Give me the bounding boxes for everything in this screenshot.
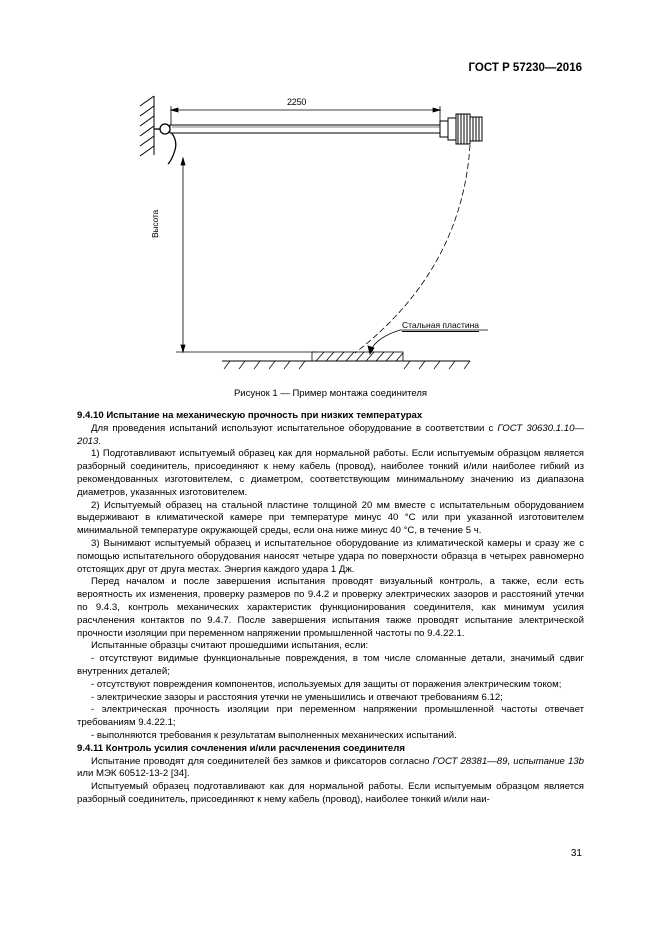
list-item: - отсутствуют видимые функциональные повреждения, в том числе сломанные детали, значимый сдвиг внутренних деталей; [77, 653, 584, 677]
list-item: - отсутствуют повреждения компонентов, используемых для защиты от поражения электрическим током; [91, 678, 562, 690]
paragraph: Испытуемый образец подготавливают как для нормальной работы. Если испытуемым образцом является разборный соединитель, присоединяют к нему кабель (провод), наиболее тонкий и/или наи- [77, 781, 584, 805]
document-header: ГОСТ Р 57230—2016 [468, 62, 582, 74]
paragraph [77, 423, 584, 449]
page-number: 31 [570, 848, 582, 859]
dimension-length-label: 2250 [287, 97, 307, 107]
list-item: - выполняются требования к результатам выполненных механических испытаний. [91, 729, 457, 741]
figure-mounting-diagram [0, 0, 661, 380]
cable-rod [170, 125, 442, 133]
dimension-line-height [176, 158, 318, 352]
dimension-line-top [171, 106, 440, 126]
paragraph-text: . [98, 435, 102, 447]
paragraph: Испытанные образцы считают прошедшими испытания, если: [91, 640, 369, 652]
standard-reference: ГОСТ 28381—89, испытание 13b [432, 755, 584, 767]
steel-plate-label: Стальная пластина [402, 320, 480, 330]
list-item: - электрические зазоры и расстояния утечки не уменьшились и отвечают требованиям 6.12; [91, 691, 503, 703]
document-body [77, 410, 584, 807]
standard-reference: ГОСТ 30630.1.10—2013 [77, 422, 584, 447]
connector-body [440, 114, 482, 144]
paragraph-text: или МЭК 60512-13-2 [34]. [77, 768, 190, 780]
dimension-height-label: Высота [150, 210, 160, 238]
paragraph-text: Испытание проводят для соединителей без замков и фиксаторов согласно [91, 755, 433, 767]
floor [222, 361, 470, 369]
figure-drawing [0, 0, 661, 380]
paragraph: Перед началом и после завершения испытания проводят визуальный контроль, а также, если есть вероятность их изменения, проверку размеров по 9.4.2 и проверку электрических зазоров и расстояний утечки по 9.4.3, контроль механических характеристик функционирования соединителя, как минимум усилия расчленения контактов по 9.4.7. После завершения испытания также проводят испытание электрической прочности изоляции при переменном напряжении промышленной частоты по 9.4.22.1. [77, 576, 584, 639]
paragraph: 2) Испытуемый образец на стальной пластине толщиной 20 мм вместе с испытательным оборудованием выдерживают в климатической камере при температуре минус 40 °C или при указанной изготовителем минимальной температуре окружающей среды, если она ниже минус 40 °C, в течение 5 ч. [77, 499, 584, 537]
wall-hatching [140, 96, 154, 156]
paragraph: 3) Вынимают испытуемый образец и испытательное оборудование из климатической камеры и сразу же с помощью испытательного оборудования наносят четыре удара по поверхности образца в четырех равномерно отстоящих друг от друга местах. Энергия каждого удара 1 Дж. [77, 537, 584, 575]
paragraph [77, 756, 584, 782]
paragraph: 1) Подготавливают испытуемый образец как для нормальной работы. Если испытуемым образцом является разборный соединитель, присоединяют к нему кабель (провод), наиболее тонкий и/или наиболее гибкий из рекомендованных изготовителем, с диаметром, соответствующим минимальному значению из диапазона диаметров, указанных изготовителем. [77, 448, 584, 498]
steel-plate [312, 352, 403, 361]
figure-caption: Рисунок 1 — Пример монтажа соединителя [233, 388, 428, 399]
section-heading-9-4-11: 9.4.11 Контроль усилия сочленения и/или расчленения соединителя [77, 742, 405, 754]
section-heading-9-4-10: 9.4.10 Испытание на механическую прочность при низких температурах [77, 410, 423, 421]
plate-leader [368, 330, 488, 354]
list-item: - электрическая прочность изоляции при переменном напряжении промышленной частоты отвечает требованиям 9.4.22.1; [77, 704, 584, 729]
paragraph-text: Для проведения испытаний используют испытательное оборудование в соответствии с [91, 422, 498, 434]
